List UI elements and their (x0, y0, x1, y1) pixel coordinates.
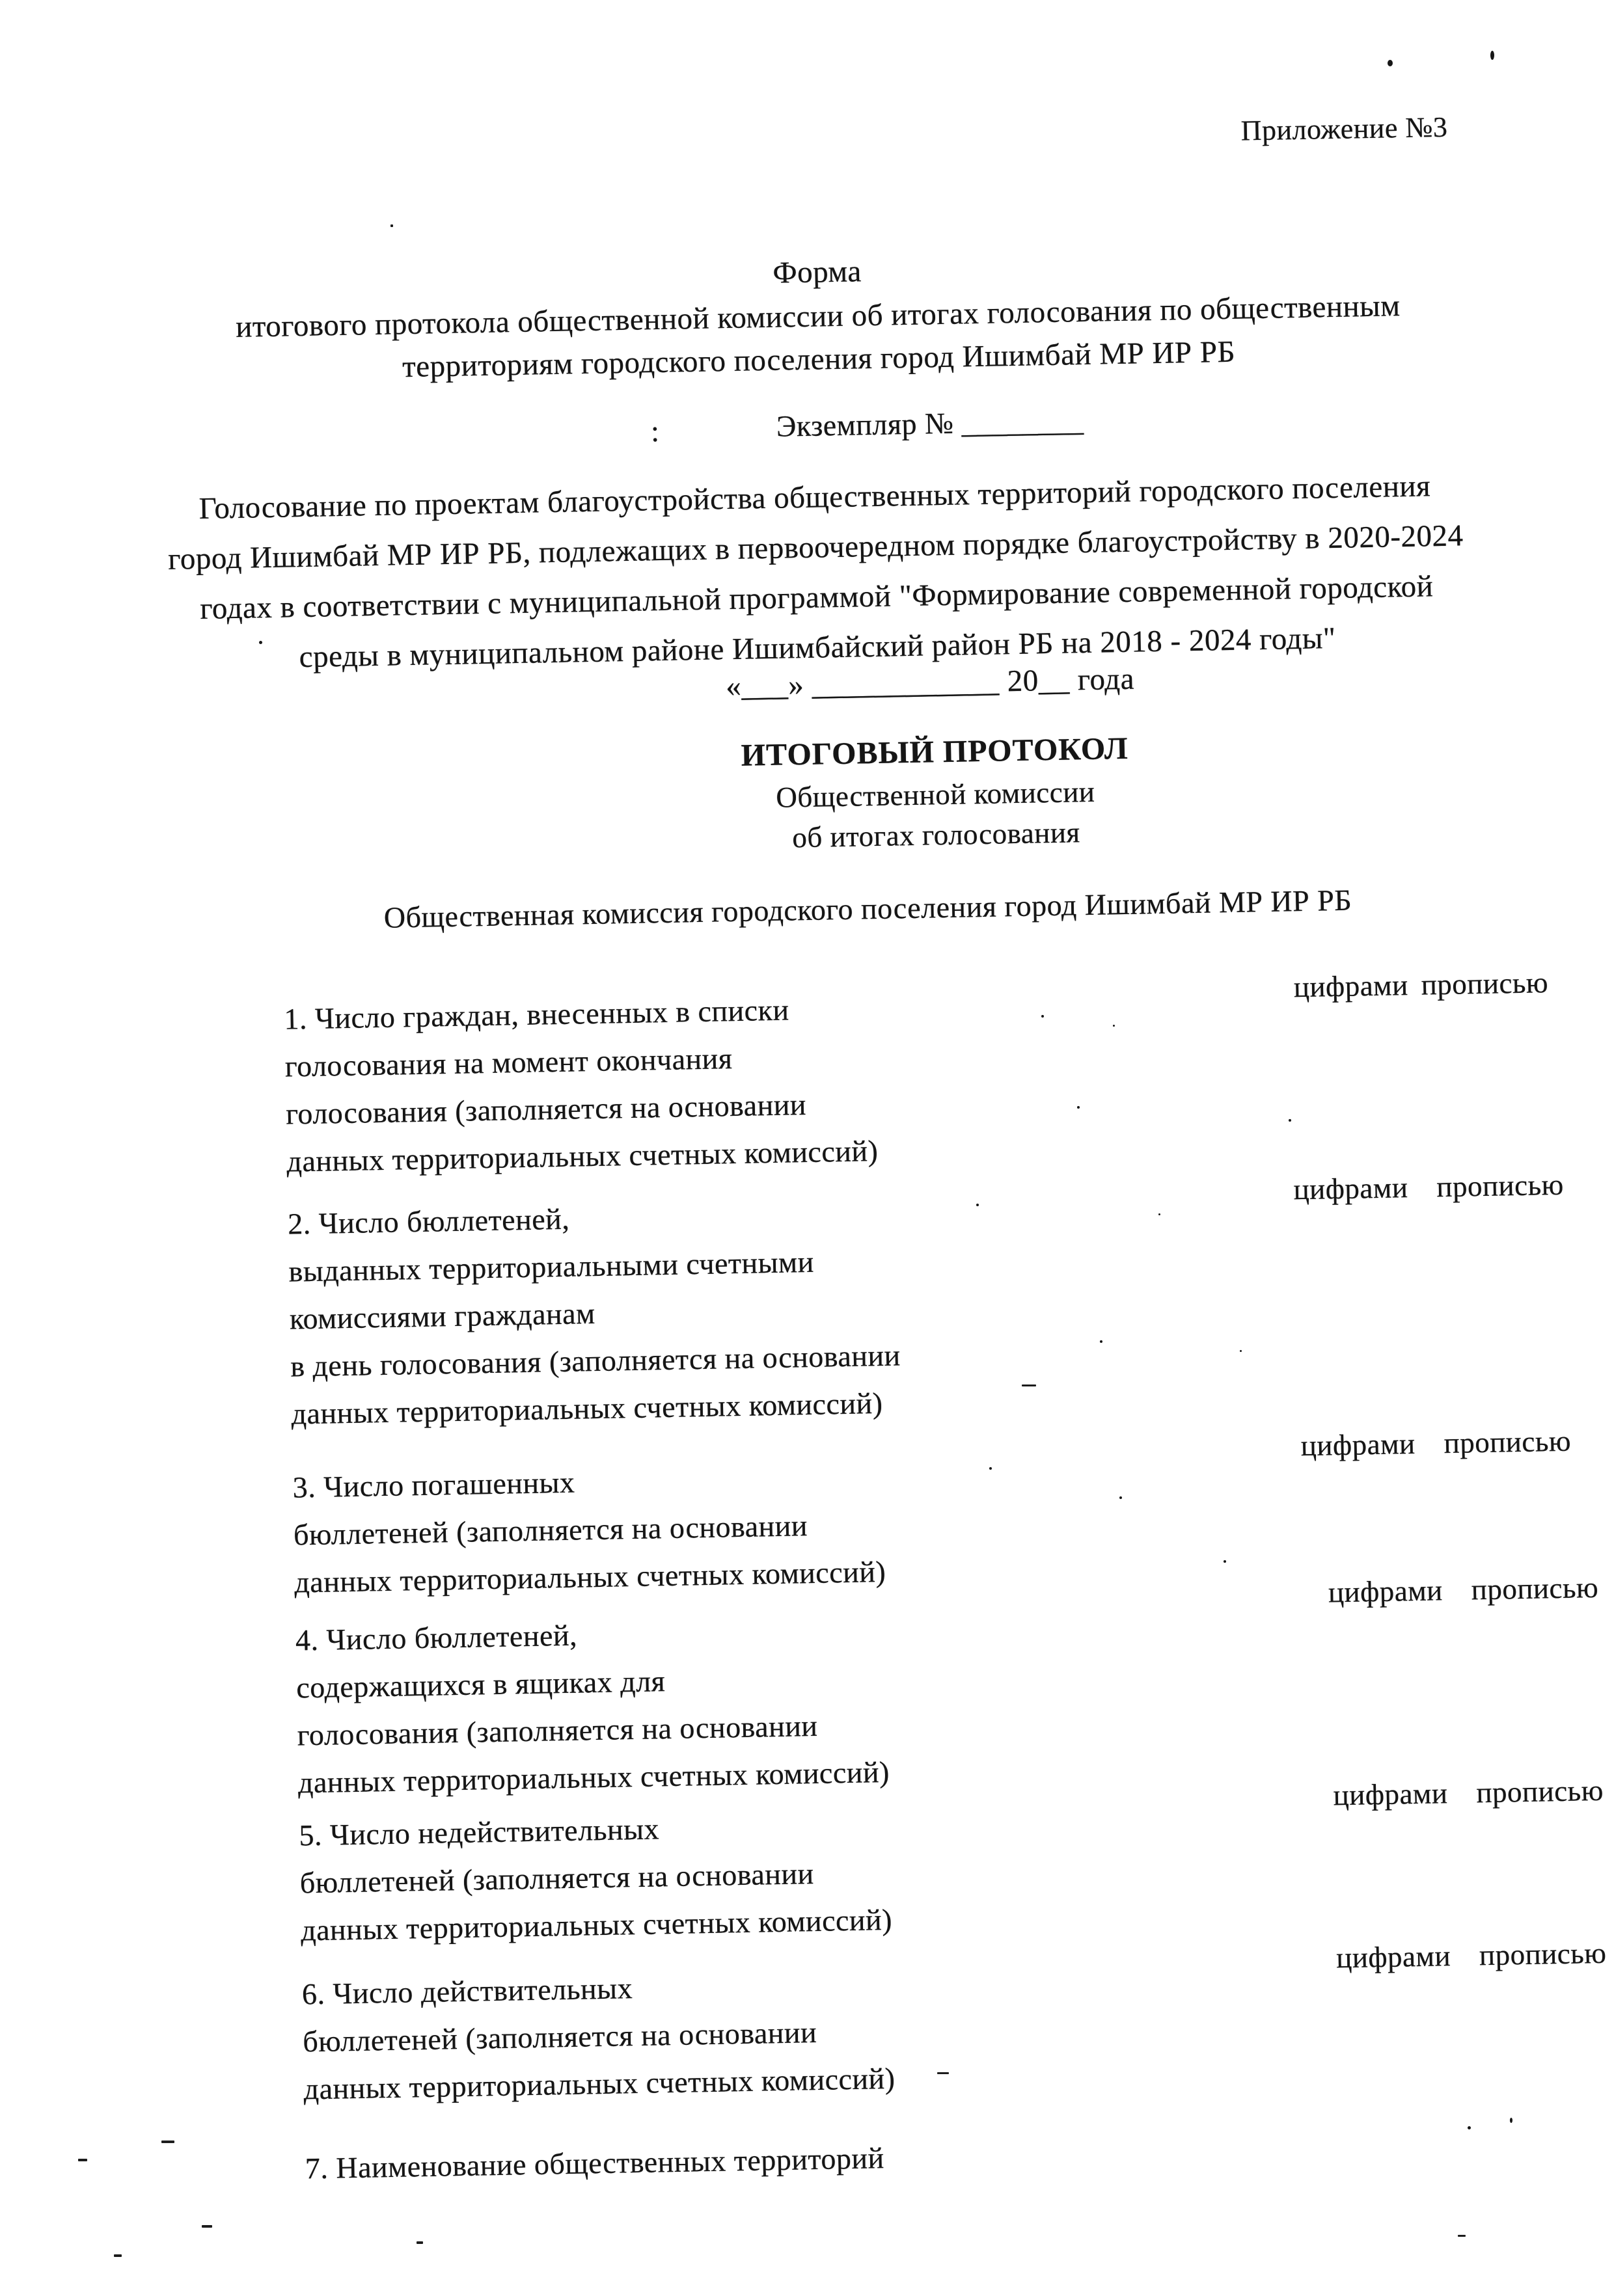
item-1-columns-header (1293, 966, 1548, 1004)
scan-artifact-colon: : (650, 414, 660, 448)
scan-noise (1510, 2118, 1512, 2123)
item-text-line: данных территориальных счетных комиссий) (294, 1554, 886, 1599)
numbers-column-label: цифрами (1328, 1574, 1443, 1609)
numbers-column-label: цифрами (1333, 1777, 1448, 1812)
intro-paragraph (99, 466, 1534, 693)
item-7 (305, 2134, 884, 2192)
item-text-line: бюллетеней (заполняется на основании (299, 1856, 815, 1900)
item-text-line: данных территориальных счетных комиссий) (297, 1755, 890, 1800)
scan-noise (259, 641, 262, 644)
item-5-columns-header (1333, 1774, 1604, 1813)
item-text-line: данных территориальных счетных комиссий) (303, 2061, 896, 2106)
item-text-line: бюллетеней (заполняется на основании (302, 2015, 817, 2059)
form-title-block (101, 241, 1535, 390)
item-4 (295, 1606, 890, 1807)
item-text-line: 7. Наименование общественных территорий (305, 2141, 885, 2185)
commission-line: Общественная комиссия городского поселения город Ишимбай МР ИР РБ (383, 883, 1352, 934)
annex-label: Приложение №3 (1240, 111, 1448, 147)
item-6-columns-header (1336, 1936, 1607, 1975)
scan-noise (1289, 1119, 1291, 1122)
item-3 (292, 1453, 886, 1606)
scan-noise (161, 2141, 174, 2143)
intro-line: годах в соответствии с муниципальной программой "Формирование современной городской (199, 569, 1434, 626)
form-title-line: итогового протокола общественной комиссии об итогах голосования по общественным (235, 289, 1401, 344)
form-title-line: территориям городского поселения город Ишимбай МР ИР РБ (402, 334, 1236, 385)
item-6 (301, 1960, 896, 2113)
scan-noise (989, 1467, 992, 1470)
scan-noise (1077, 1106, 1080, 1109)
words-column-label: прописью (1436, 1168, 1565, 1204)
scan-noise (1490, 51, 1494, 60)
numbers-column-label: цифрами (1300, 1427, 1416, 1463)
form-title-line: Форма (773, 254, 862, 290)
numbers-column-label: цифрами (1335, 1939, 1451, 1975)
item-text-line: голосования (заполняется на основании (297, 1708, 818, 1752)
item-text-line: данных территориальных счетных комиссий) (291, 1386, 883, 1431)
item-text-line: содержащихся в ящиках для (295, 1664, 666, 1705)
item-text-line: 3. Число погашенных (292, 1465, 575, 1504)
scan-noise (1240, 1350, 1242, 1352)
item-text-line: выданных территориальными счетными (288, 1245, 815, 1288)
scan-noise (114, 2254, 122, 2257)
item-2 (288, 1189, 902, 1437)
intro-line: Голосование по проектам благоустройства общественных территорий городского поселения (198, 469, 1431, 526)
scan-noise (202, 2225, 212, 2228)
item-text-line: бюллетеней (заполняется на основании (293, 1509, 808, 1552)
item-text-line: 1. Число граждан, внесенных в списки (284, 993, 789, 1036)
words-column-label: прописью (1475, 1774, 1604, 1809)
words-column-label: прописью (1479, 1936, 1607, 1972)
scan-noise (937, 2072, 949, 2074)
item-text-line: в день голосования (заполняется на основании (290, 1338, 901, 1383)
intro-line: город Ишимбай МР ИР РБ, подлежащих в первоочередном порядке благоустройству в 2020-2024 (167, 519, 1464, 576)
item-text-line: 2. Число бюллетеней, (287, 1202, 570, 1241)
protocol-heading-sub: Общественной комиссии (775, 775, 1095, 814)
date-blank-line: «___» ____________ 20__ года (725, 662, 1135, 704)
scan-noise (1113, 1025, 1115, 1027)
item-1 (284, 984, 879, 1185)
item-text-line: голосования на момент окончания (284, 1042, 733, 1083)
scan-noise (1158, 1213, 1160, 1215)
scan-noise (1388, 60, 1393, 66)
numbers-column-label: цифрами (1293, 969, 1409, 1004)
item-text-line: данных территориальных счетных комиссий) (286, 1134, 879, 1178)
intro-line: среды в муниципальном районе Ишимбайский район РБ на 2018 - 2024 годы" (299, 621, 1337, 675)
item-text-line: 4. Число бюллетеней, (295, 1618, 578, 1657)
item-text-line: комиссиями гражданам (289, 1297, 596, 1336)
scan-noise (78, 2159, 87, 2161)
scan-noise (1041, 1015, 1044, 1018)
item-text-line: голосования (заполняется на основании (285, 1088, 807, 1131)
scan-noise (1022, 1384, 1036, 1386)
scan-noise (1224, 1560, 1226, 1563)
protocol-heading-sub: об итогах голосования (791, 816, 1081, 854)
item-3-columns-header (1300, 1424, 1571, 1463)
words-column-label: прописью (1471, 1571, 1599, 1606)
item-text-line: 6. Число действительных (301, 1971, 633, 2011)
numbers-column-label: цифрами (1293, 1171, 1408, 1206)
scan-noise (1100, 1340, 1102, 1343)
item-4-columns-header (1328, 1571, 1598, 1610)
protocol-heading-main: ИТОГОВЫЙ ПРОТОКОЛ (741, 731, 1129, 773)
item-5 (299, 1801, 893, 1954)
words-column-label: прописью (1443, 1424, 1572, 1460)
scan-noise (1119, 1496, 1122, 1499)
item-text-line: данных территориальных счетных комиссий) (300, 1902, 893, 1947)
scan-noise (976, 1204, 979, 1206)
protocol-heading (609, 728, 1262, 864)
copy-number-line: Экземпляр № ________ (776, 404, 1084, 443)
scan-noise (390, 224, 393, 227)
item-text-line: 5. Число недействительных (299, 1812, 660, 1852)
item-2-columns-header (1293, 1168, 1564, 1207)
words-column-label: прописью (1421, 966, 1549, 1001)
scan-noise (1468, 2126, 1471, 2129)
scan-noise (417, 2241, 423, 2244)
scan-noise (1458, 2235, 1466, 2237)
